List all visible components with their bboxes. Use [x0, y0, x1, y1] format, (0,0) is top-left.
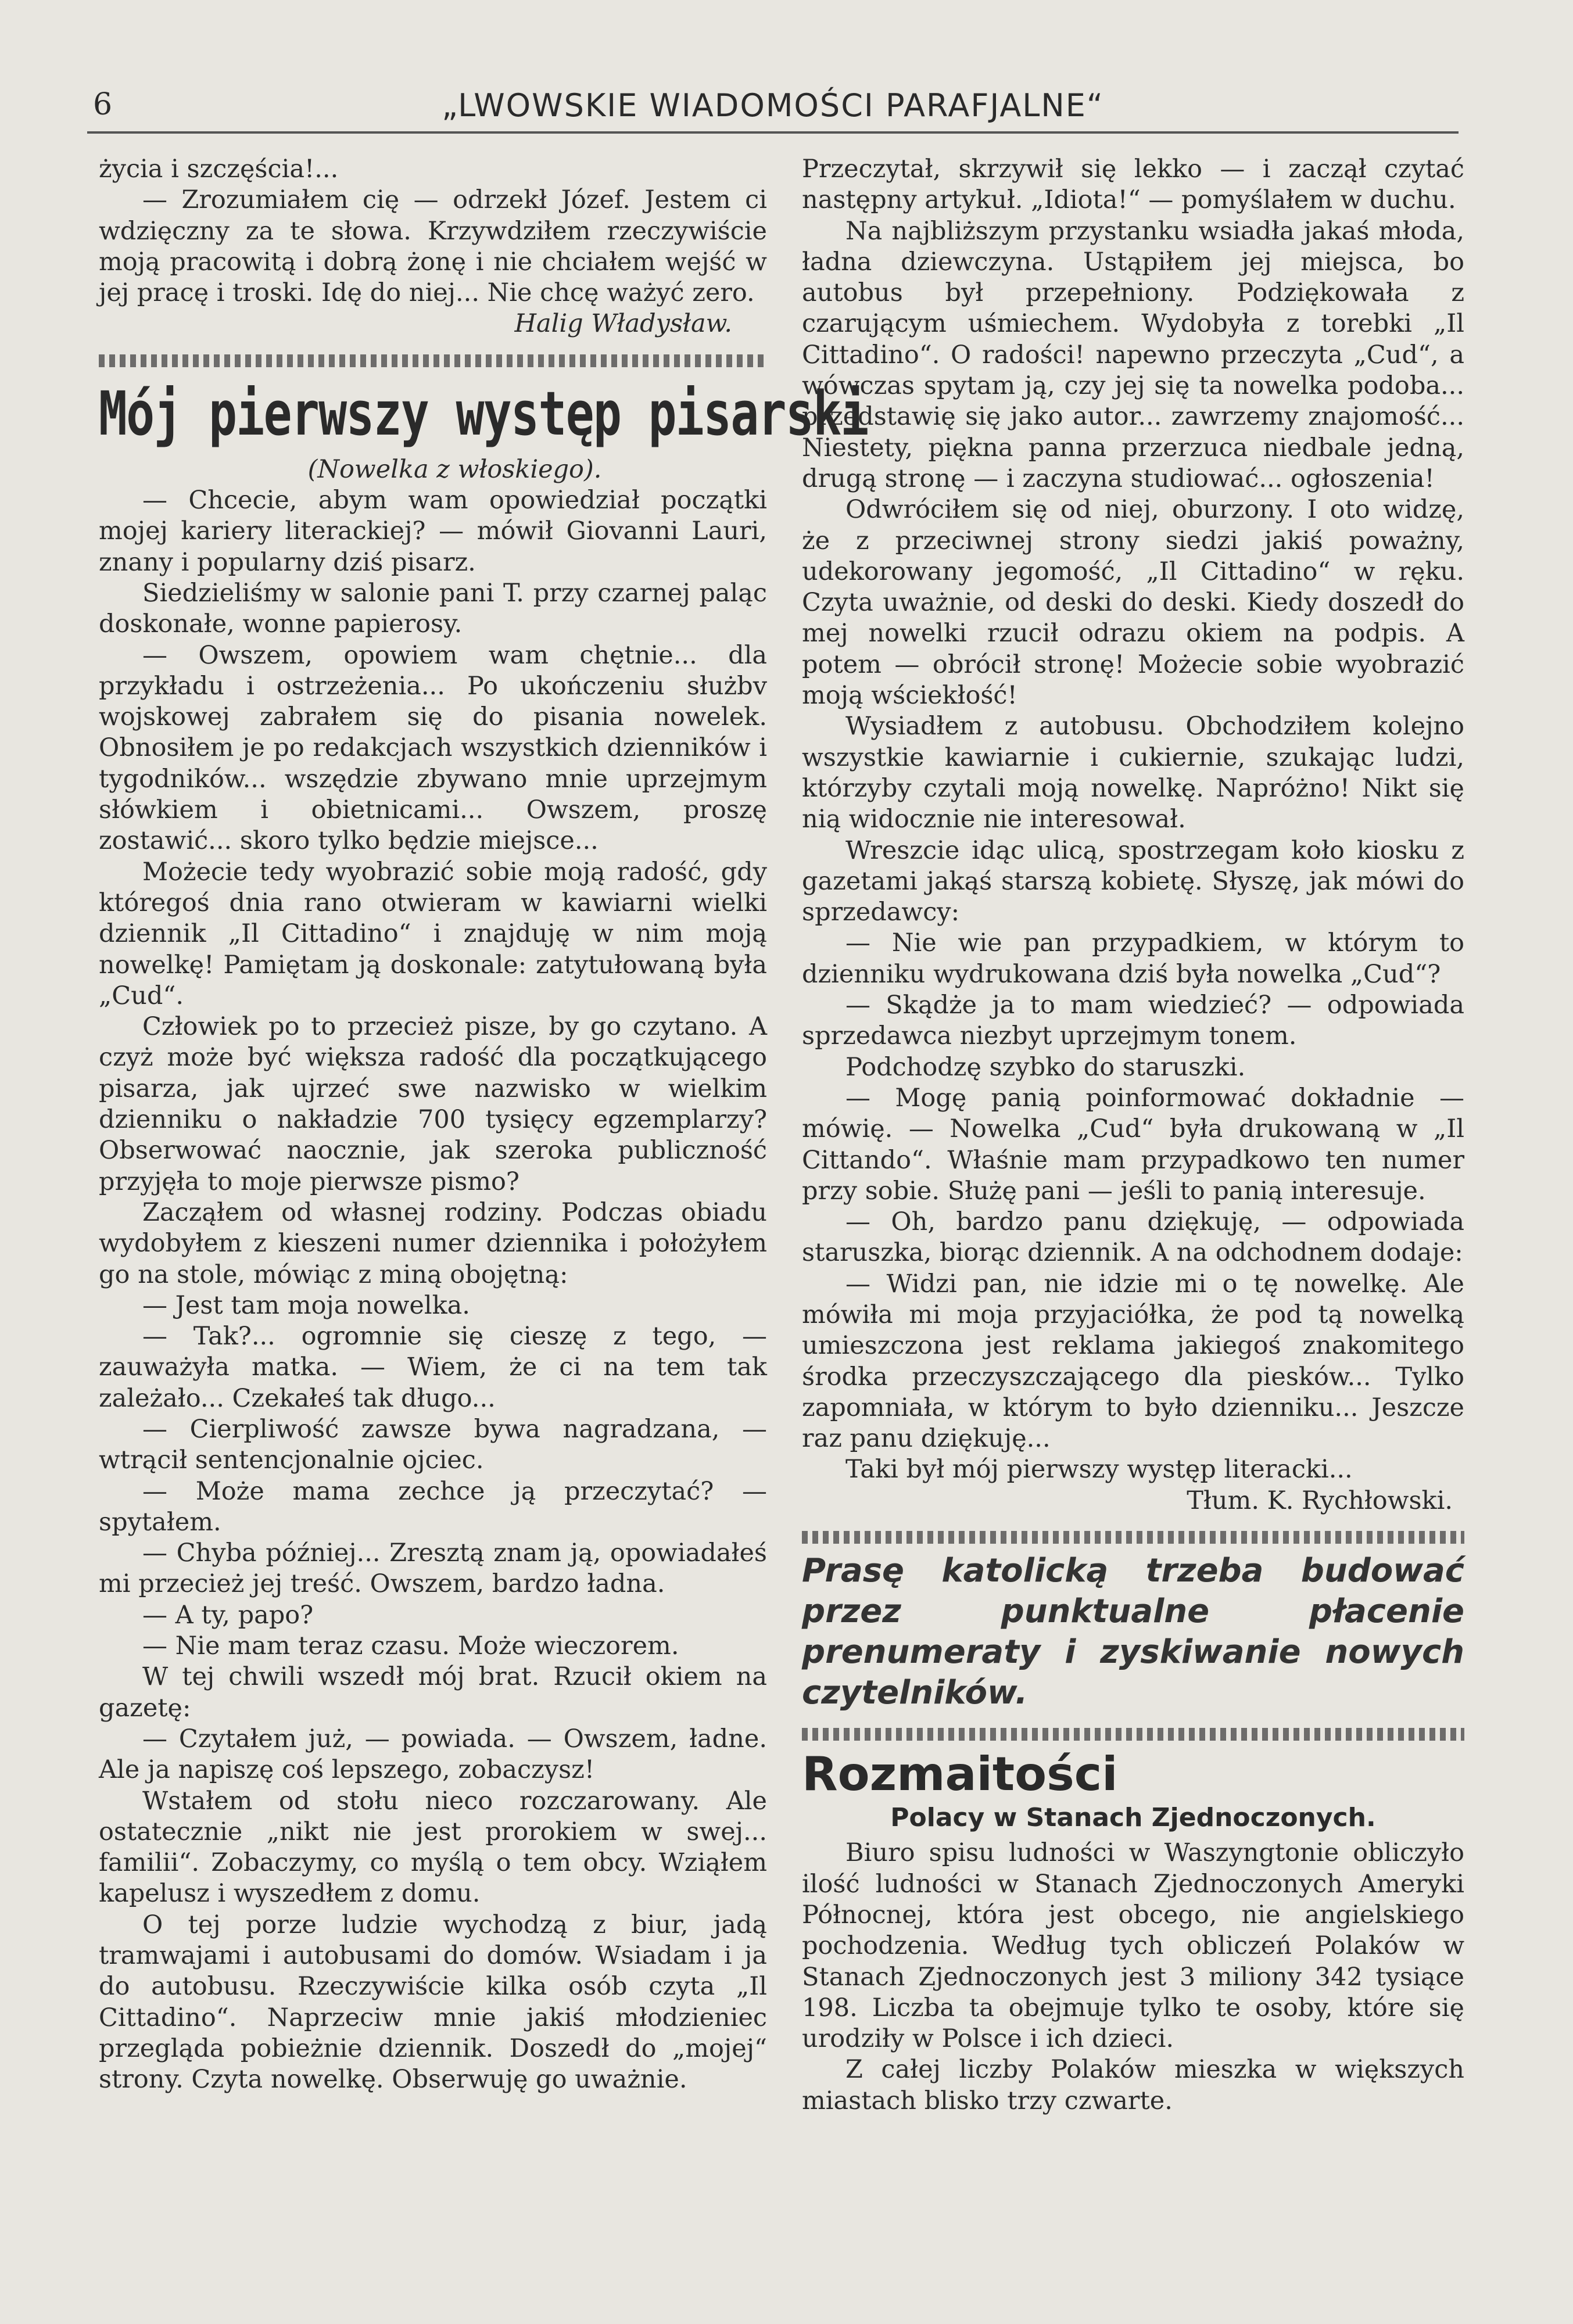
paragraph: Człowiek po to przecież pisze, by go czytano. A czyż może być większa radość dla początkującego pisarza, jak ujrzeć swe nazwisko w wielkim dzienniku o nakładzie 700 tysięcy egzemplarzy? Obserwować naocznie, jak szeroka publiczność przyjęła to moje pierwsze pismo? [99, 1012, 767, 1196]
paragraph: Zacząłem od własnej rodziny. Podczas obiadu wydobyłem z kieszeni numer dziennika i położyłem go na stole, mówiąc z miną obojętną: [99, 1197, 767, 1289]
paragraph: — Chyba później... Zresztą znam ją, opowiadałeś mi przecież jej treść. Owszem, bardzo ładna. [99, 1538, 767, 1599]
paragraph: Podchodzę szybko do staruszki. [845, 1052, 1246, 1082]
paragraph: W tej chwili wszedł mój brat. Rzucił okiem na gazetę: [99, 1662, 767, 1723]
paragraph: — Czytałem już, — powiada. — Owszem, ładne. Ale ja napiszę coś lepszego, zobaczysz! [99, 1724, 767, 1785]
paragraph: — Mogę panią poinformować dokładnie — mówię. — Nowelka „Cud“ była drukowaną w „Il Cittando“. Właśnie mam przypadkowo ten numer przy sobie. Służę pani — jeśli to panią interesuje. [802, 1083, 1464, 1206]
section-subtitle: Polacy w Stanach Zjednoczonych. [890, 1803, 1376, 1833]
paragraph: — Skądże ja to mam wiedzieć? — odpowiada sprzedawca niezbyt uprzejmym tonem. [802, 991, 1464, 1051]
paragraph: — Owszem, opowiem wam chętnie... dla przykładu i ostrzeżenia... Po ukończeniu służbv wojskowej zabrałem się do pisania nowelek. Obnosiłem je po redakcjach wszystkich dzienników i tygodników... wszędzie zbywano mnie uprzejmym słówkiem i obietnicami... Owszem, proszę zostawić... skoro tylko będzie miejsce... [99, 640, 767, 856]
right-column [802, 154, 1464, 2117]
story-title: Mój pierwszy występ pisarski [99, 378, 868, 449]
paragraph: — Chcecie, abym wam opowiedział początki mojej kariery literackiej? — mówił Giovanni Lauri, znany i popularny dziś pisarz. [99, 486, 767, 577]
paragraph: O tej porze ludzie wychodzą z biur, jadą tramwajami i autobusami do domów. Wsiadam i ja do autobusu. Rzeczywiście kilka osób czyta „Il Cittadino“. Naprzeciw mnie jakiś młodzieniec przegląda pobieżnie dziennik. Doszedł do „mojej“ strony. Czyta nowelkę. Obserwuję go uważnie. [99, 1910, 767, 2095]
paragraph: — Jest tam moja nowelka. [142, 1290, 470, 1320]
story-subtitle: (Nowelka z włoskiego). [307, 454, 602, 484]
paragraph: Odwróciłem się od niej, oburzony. I oto widzę, że z przeciwnej strony siedzi jakiś poważny, udekorowany jegomość, „Il Cittadino“ w ręku. Czyta uważnie, od deski do deski. Kiedy doszedł do mej nowelki rzucił odrazu okiem na podpis. A potem — obrócił stronę! Możecie sobie wyobrazić moją wściekłość! [802, 495, 1464, 711]
decorative-divider [802, 1531, 1464, 1544]
article-signature: Halig Władysław. [514, 309, 732, 339]
paragraph: Na najbliższym przystanku wsiadła jakaś młoda, ładna dziewczyna. Ustąpiłem jej miejsca, bo autobus był przepełniony. Podziękowała z czarującym uśmiechem. Wydobyła z torebki „Il Cittadino“. O radości! napewno przeczyta „Cud“, a wówczas spytam ją, czy jej się ta nowelka podoba... przedstawię się jako autor... zawrzemy znajomość... Niestety, piękna panna przerzuca niedbale jedną, drugą stronę — i zaczyna studiować... ogłoszenia! [802, 216, 1464, 493]
subscription-notice: Prasę katolicką trzeba budować przez punktualne płacenie prenumeraty i zyskiwanie nowych czytelników. [802, 1552, 1464, 1712]
paragraph: Z całej liczby Polaków mieszka w większych miastach blisko trzy czwarte. [802, 2055, 1464, 2115]
paragraph: — Nie wie pan przypadkiem, w którym to dzienniku wydrukowana dziś była nowelka „Cud“? [802, 928, 1464, 989]
paragraph: — Widzi pan, nie idzie mi o tę nowelkę. Ale mówiła mi moja przyjaciółka, że pod tą nowelką umieszczona jest reklama jakiegoś znakomitego środka przeczyszczającego dla piesków... Tylko zapomniała, w którym to było dzienniku... Jeszcze raz panu dziękuję... [802, 1269, 1464, 1454]
page-number: 6 [93, 87, 113, 122]
paragraph: — Może mama zechce ją przeczytać? — spytałem. [99, 1476, 767, 1537]
paragraph: Możecie tedy wyobrazić sobie moją radość, gdy któregoś dnia rano otwieram w kawiarni wielki dziennik „Il Cittadino“ i znajduję w nim moją nowelkę! Pamiętam ją doskonale: zatytułowaną była „Cud“. [99, 857, 767, 1010]
paragraph: Biuro spisu ludności w Waszyngtonie obliczyło ilość ludności w Stanach Zjednoczonych Ameryki Północnej, która jest obcego, nie angielskiego pochodzenia. Według tych obliczeń Polaków w Stanach Zjednoczonych jest 3 miliony 342 tysiące 198. Liczba ta obejmuje tylko te osoby, które się urodziły w Polsce i ich dzieci. [802, 1838, 1464, 2054]
paragraph: Wreszcie idąc ulicą, spostrzegam koło kiosku z gazetami jakąś starszą kobietę. Słyszę, jak mówi do sprzedawcy: [802, 835, 1464, 927]
header-rule [87, 131, 1459, 134]
decorative-divider [802, 1728, 1464, 1741]
paragraph: Siedzieliśmy w salonie pani T. przy czarnej paląc doskonałe, wonne papierosy. [99, 578, 767, 639]
paragraph: Przeczytał, skrzywił się lekko — i zaczął czytać następny artykuł. „Idiota!“ — pomyślałem w duchu. [802, 155, 1464, 215]
decorative-divider [99, 354, 767, 367]
paragraph: życia i szczęścia!... [99, 155, 339, 184]
page-header [87, 81, 1459, 134]
translator-credit: Tłum. K. Rychłowski. [1187, 1486, 1453, 1515]
paragraph: Wysiadłem z autobusu. Obchodziłem kolejno wszystkie kawiarnie i cukiernie, szukając ludzi, którzyby czytali moją nowelkę. Napróżno! Nikt się nią widocznie nie interesował. [802, 712, 1464, 834]
paragraph: Wstałem od stołu nieco rozczarowany. Ale ostatecznie „nikt nie jest prorokiem w swej... familii“. Zobaczymy, co myślą o tem obcy. Wziąłem kapelusz i wyszedłem z domu. [99, 1786, 767, 1909]
left-column [99, 154, 868, 2096]
paragraph: — Oh, bardzo panu dziękuję, — odpowiada staruszka, biorąc dziennik. A na odchodnem dodaje: [802, 1207, 1464, 1268]
paragraph: — Nie mam teraz czasu. Może wieczorem. [142, 1631, 679, 1661]
paragraph: — Cierpliwość zawsze bywa nagradzana, — wtrącił sentencjonalnie ojciec. [99, 1414, 767, 1475]
paragraph: — Tak?... ogromnie się cieszę z tego, — zauważyła matka. — Wiem, że ci na tem tak zależało... Czekałeś tak długo... [99, 1322, 767, 1413]
running-head-title: „LWOWSKIE WIADOMOŚCI PARAFJALNE“ [442, 87, 1104, 124]
section-title: Rozmaitości [802, 1747, 1118, 1802]
paragraph: — A ty, papo? [142, 1600, 314, 1630]
paragraph: Taki był mój pierwszy występ literacki... [845, 1455, 1353, 1484]
paragraph: — Zrozumiałem cię — odrzekł Józef. Jestem ci wdzięczny za te słowa. Krzywdziłem rzeczywiście moją pracowitą i dobrą żonę i nie chciałem wejść w jej pracę i troski. Idę do niej... Nie chcę ważyć zero. [99, 185, 767, 308]
